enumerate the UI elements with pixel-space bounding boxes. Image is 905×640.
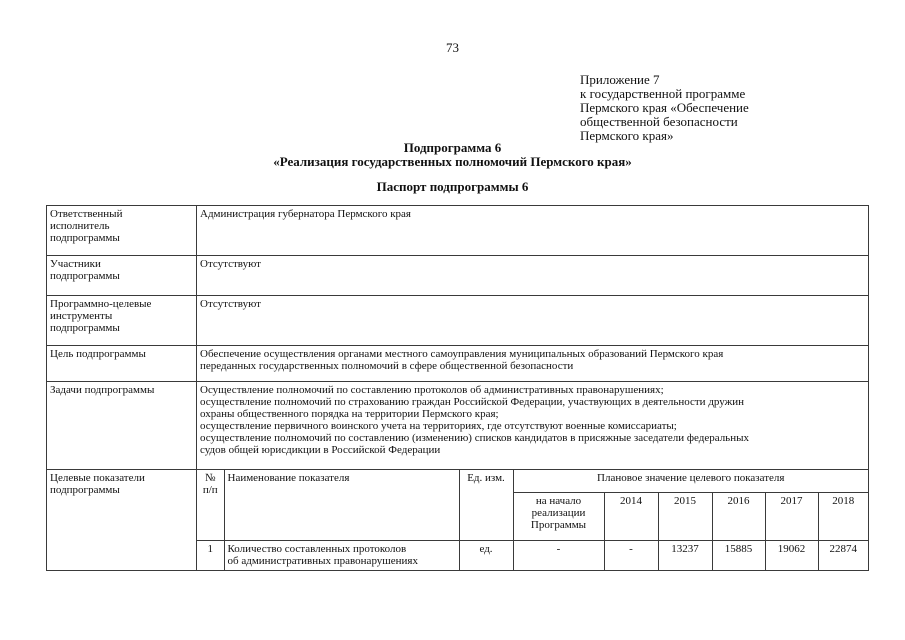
row-name-line: об административных правонарушениях [227,554,418,567]
subprogram-title: Подпрограмма 6 [403,140,502,155]
header-start-line: на начало [535,494,582,507]
task-line: осуществление полномочий по страхованию граждан Российской Федерации, участвующих в деятельности дружин [200,396,745,408]
task-line: судов общей юрисдикции в Российской Федерации [200,444,441,456]
indicators-cell [197,470,869,571]
label-participants [47,256,197,296]
header-name: Наименование показателя [224,470,459,540]
header-unit: Ед. изм. [459,470,513,540]
indicators-table [197,470,868,570]
row-value-2015: 13237 [658,540,712,570]
appendix-line: Пермского края «Обеспечение [580,100,749,115]
header-year-2017: 2017 [765,492,818,540]
header-year-2014: 2014 [604,492,658,540]
task-line: охраны общественного порядка на территории Пермского края; [200,408,499,420]
row-name [224,540,459,570]
row-instruments [47,296,869,346]
appendix-line: Пермского края» [580,128,674,143]
task-line: осуществление полномочий по составлению (изменению) списков кандидатов в присяжные заседатели федеральных [200,432,749,444]
label-indicators [47,470,197,571]
appendix-line: общественной безопасности [580,114,738,129]
label-line: Ответственный [50,208,123,220]
header-year-2016: 2016 [712,492,765,540]
task-line: осуществление первичного воинского учета на территориях, где отсутствуют военные комиссариаты; [200,420,677,432]
passport-title: Паспорт подпрограммы 6 [376,179,529,194]
goal-line: переданных государственных полномочий в сфере общественной безопасности [200,360,574,372]
header-start [513,492,604,540]
indicators-header-row [197,470,868,492]
label-line: исполнитель [50,220,110,232]
row-unit: ед. [459,540,513,570]
value-instruments: Отсутствуют [197,296,869,346]
header-num-line: № [205,472,216,484]
label-line: подпрограммы [50,270,120,282]
label-line: Целевые показатели [50,472,145,484]
header-num [197,470,224,540]
label-line: Участники [50,258,101,270]
label-line: Программно-целевые [50,298,152,310]
row-value-2014: - [604,540,658,570]
row-responsible [47,206,869,256]
subprogram-heading [0,141,905,169]
label-goal: Цель подпрограммы [47,346,197,382]
row-name-line: Количество составленных протоколов [227,542,407,555]
header-num-line: п/п [202,484,218,496]
goal-line: Обеспечение осуществления органами местного самоуправления муниципальных образований Пермского края [200,348,724,360]
header-year-2015: 2015 [658,492,712,540]
row-num: 1 [197,540,224,570]
label-line: подпрограммы [50,322,120,334]
appendix-line: Приложение 7 [580,72,660,87]
label-line: подпрограммы [50,232,120,244]
label-responsible [47,206,197,256]
row-start: - [513,540,604,570]
label-tasks: Задачи подпрограммы [47,382,197,470]
task-line: Осуществление полномочий по составлению протоколов об административных правонарушениях; [200,384,664,396]
row-value-2016: 15885 [712,540,765,570]
value-responsible: Администрация губернатора Пермского края [197,206,869,256]
header-start-line: Программы [530,518,587,531]
appendix-note [580,73,890,143]
row-tasks [47,382,869,470]
table-row [197,540,868,570]
header-planned: Плановое значение целевого показателя [513,470,868,492]
header-year-2018: 2018 [818,492,868,540]
header-start-line: реализации [531,506,586,519]
label-line: инструменты [50,310,113,322]
label-instruments [47,296,197,346]
page-number: 73 [446,40,459,55]
row-goal [47,346,869,382]
value-tasks [197,382,869,470]
passport-table [46,205,869,571]
appendix-line: к государственной программе [580,86,746,101]
value-goal [197,346,869,382]
row-value-2018: 22874 [818,540,868,570]
value-participants: Отсутствуют [197,256,869,296]
subprogram-subtitle: «Реализация государственных полномочий Пермского края» [273,154,632,169]
row-value-2017: 19062 [765,540,818,570]
row-indicators [47,470,869,571]
row-participants [47,256,869,296]
label-line: подпрограммы [50,484,120,496]
